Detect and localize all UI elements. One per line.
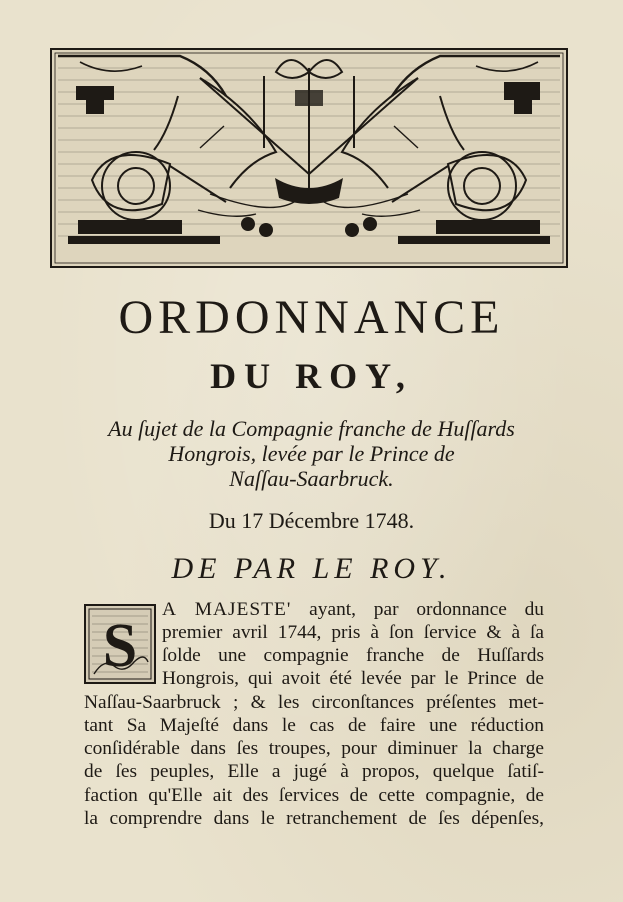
ornamental-initial-s-icon [84,604,156,684]
body-line: faction qu'Elle ait des ſervices de cette compagnie, de [84,785,544,806]
body-line: ſolde une compagnie franche de Huſſards [162,645,544,666]
body-line-text: ayant, par ordonnance du [309,599,544,620]
body-line: premier avril 1744, pris à ſon ſervice & à ſa [162,622,544,643]
body-line: Naſſau-Saarbruck ; & les circonſtances préſentes met- [84,692,544,713]
document-date: Du 17 Décembre 1748. [208,508,415,533]
royal-heading: DE PAR LE ROY. [171,552,452,585]
dropcap-letter: S [102,612,138,680]
body-line: tant Sa Majeſté dans le cas de faire une réduction [84,715,544,736]
body-line: la comprendre dans le retranchement de ſes dépenſes, [84,808,544,829]
body-line: Hongrois, qui avoit été levée par le Prince de [162,668,544,689]
body-line [162,598,544,621]
document-title: ORDONNANCE [118,291,505,344]
document-subject [60,416,563,491]
body-line: conſidérable dans ſes troupes, pour diminuer la charge [84,738,544,759]
subject-line: Au ſujet de la Compagnie franche de Huſſards [108,416,515,441]
body-first-word: A MAJESTE' [162,599,292,620]
document-subtitle: DU ROY, [210,356,413,396]
engraving-cannons-flags-icon [50,48,568,268]
subject-line: Hongrois, levée par le Prince de [168,441,455,466]
subject-line: Naſſau-Saarbruck. [229,466,394,491]
body-line: de ſes peuples, Elle a jugé à propos, quelque ſatiſ- [84,761,544,782]
